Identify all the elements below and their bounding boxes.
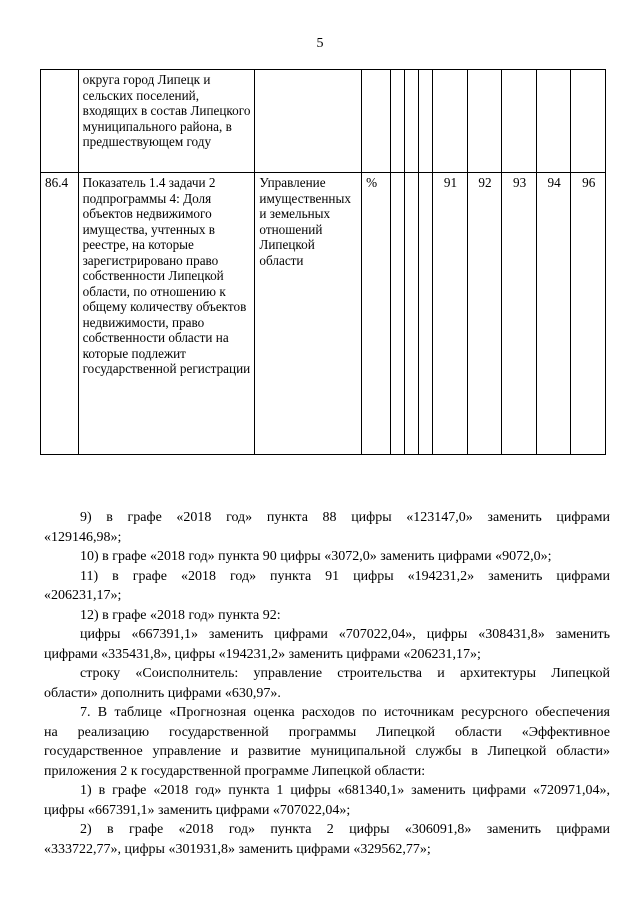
- paragraph: «206231,17»;: [44, 588, 122, 603]
- indicator-name: Показатель 1.4 задачи 2 подпрограммы 4: Доля объектов недвижимого имущества, учтенных в реестре, на которые зарегистрировано право собственности Липецкой области, по отношению к общему количеству объектов недвижимости, право собственности области на которые подлежит государственной регистрации: [78, 173, 255, 455]
- value-cell: [502, 70, 537, 173]
- page-number: 5: [316, 36, 324, 51]
- paragraph: на реализацию государственной программы Липецкой области «Эффективное: [44, 724, 610, 740]
- value-cell: 93: [502, 173, 537, 455]
- unit: %: [362, 173, 390, 455]
- indicator-name: округа город Липецк и сельских поселений, входящих в состав Липецкого муниципального района, в предшествующем году: [78, 70, 255, 173]
- paragraph: 12) в графе «2018 год» пункта 92:: [80, 607, 281, 623]
- value-cell: [390, 173, 404, 455]
- indicators-table: [40, 69, 606, 455]
- value-cell: [404, 70, 418, 173]
- executor: Управление имущественных и земельных отношений Липецкой области: [255, 173, 362, 455]
- executor: [255, 70, 362, 173]
- paragraph: цифры «667391,1» заменить цифрами «707022,04», цифры «308431,8» заменить: [80, 627, 610, 642]
- paragraph: государственное управление и развитие муниципальной службы в Липецкой области»: [44, 744, 610, 759]
- value-cell: [390, 70, 404, 173]
- section-7-block: [44, 703, 610, 859]
- value-cell: [433, 70, 468, 173]
- paragraph: 1) в графе «2018 год» пункта 1 цифры «681340,1» заменить цифрами «720971,04»,: [80, 783, 610, 798]
- row-number: 86.4: [41, 173, 79, 455]
- value-cell: [418, 173, 432, 455]
- paragraph: цифрами «335431,8», цифры «194231,2» заменить цифрами «206231,17»;: [44, 646, 481, 662]
- paragraph: 11) в графе «2018 год» пункта 91 цифры «194231,2» заменить цифрами: [80, 568, 610, 584]
- value-cell: 96: [571, 173, 606, 455]
- paragraph: «129146,98»;: [44, 529, 122, 545]
- value-cell: [418, 70, 432, 173]
- paragraph: цифры «667391,1» заменить цифрами «707022,04»;: [44, 802, 351, 818]
- value-cell: [404, 173, 418, 455]
- value-cell: [467, 70, 502, 173]
- paragraph: приложения 2 к государственной программе Липецкой области:: [44, 763, 426, 779]
- value-cell: [571, 70, 606, 173]
- paragraph: 10) в графе «2018 год» пункта 90 цифры «3072,0» заменить цифрами «9072,0»;: [80, 549, 552, 564]
- paragraph: 7. В таблице «Прогнозная оценка расходов по источникам ресурсного обеспечения: [80, 705, 610, 720]
- row-number: [41, 70, 79, 173]
- value-cell: 92: [467, 173, 502, 455]
- value-cell: 94: [536, 173, 571, 455]
- paragraph: «333722,77», цифры «301931,8» заменить цифрами «329562,77»;: [44, 841, 431, 857]
- amendments-block: [44, 508, 610, 703]
- paragraph: области» дополнить цифрами «630,97».: [44, 685, 281, 701]
- paragraph: 2) в графе «2018 год» пункта 2 цифры «306091,8» заменить цифрами: [80, 822, 610, 837]
- unit: [362, 70, 390, 173]
- paragraph: 9) в графе «2018 год» пункта 88 цифры «123147,0» заменить цифрами: [80, 510, 610, 525]
- table-row: [41, 70, 606, 173]
- table-row: [41, 173, 606, 455]
- value-cell: 91: [433, 173, 468, 455]
- paragraph: строку «Соисполнитель: управление строительства и архитектуры Липецкой: [80, 666, 610, 681]
- value-cell: [536, 70, 571, 173]
